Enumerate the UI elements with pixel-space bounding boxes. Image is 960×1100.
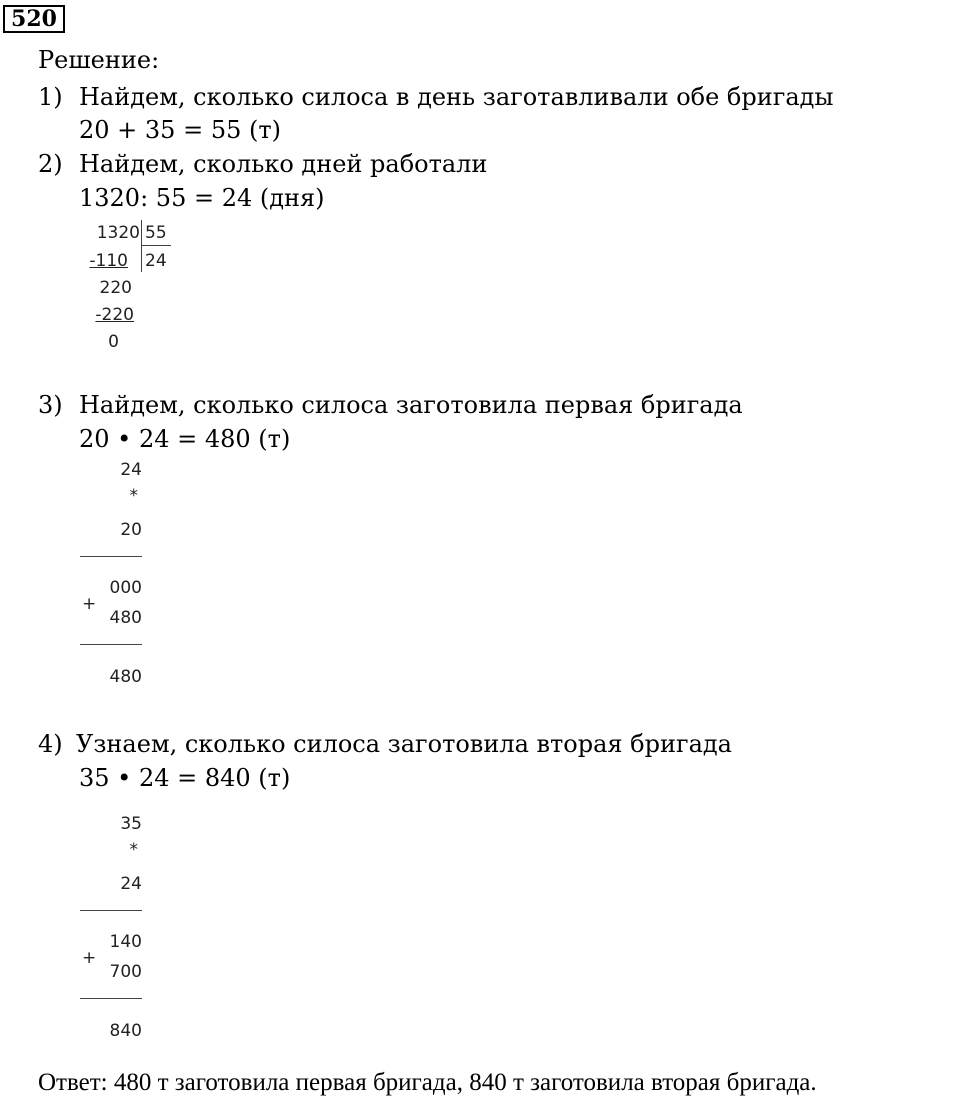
division-vertical-bar [141,220,142,272]
problem-number: 520 [3,5,65,33]
mult1-partial-2: 480 [109,608,142,628]
division-divisor-underline [141,245,171,246]
step-1-title: Найдем, сколько силоса в день заготавливали обе бригады [79,83,834,111]
step-2-expression: 1320: 55 = 24 (дня) [79,184,325,212]
division-subtract-2: -220 [95,305,134,325]
step-4-number: 4) [38,730,63,758]
mult1-bottom-factor: 20 [120,520,142,540]
step-2-number: 2) [38,150,63,178]
division-subtract-1: -110 [89,251,128,271]
mult2-result: 840 [109,1021,142,1041]
mult1-top-factor: 24 [120,460,142,480]
step-3-number: 3) [38,391,63,419]
division-quotient: 24 [145,251,167,271]
mult1-line-2 [80,644,142,645]
mult2-operator: * [129,840,138,860]
division-divisor: 55 [145,223,167,243]
step-4-expression: 35 • 24 = 840 (т) [79,764,291,792]
mult2-bottom-factor: 24 [120,874,142,894]
step-1-number: 1) [38,83,63,111]
step-4-title: Узнаем, сколько силоса заготовила вторая бригада [76,730,732,758]
mult2-top-factor: 35 [120,814,142,834]
division-remainder-2: 0 [108,332,119,352]
mult2-line-1 [80,910,142,911]
step-3-title: Найдем, сколько силоса заготовила первая бригада [79,391,743,419]
mult2-partial-2: 700 [109,962,142,982]
division-dividend: 1320 [96,223,140,243]
mult2-partial-1: 140 [109,932,142,952]
step-3-expression: 20 • 24 = 480 (т) [79,425,291,453]
mult1-partial-1: 000 [109,578,142,598]
solution-label: Решение: [38,46,160,74]
step-2-title: Найдем, сколько дней работали [79,150,488,178]
mult2-line-2 [80,998,142,999]
mult1-result: 480 [109,667,142,687]
step-1-expression: 20 + 35 = 55 (т) [79,116,281,144]
mult1-operator: * [129,486,138,506]
mult2-plus: + [82,948,97,968]
mult1-plus: + [82,594,97,614]
mult1-line-1 [80,556,142,557]
division-remainder-1: 220 [99,278,132,298]
answer-text: Ответ: 480 т заготовила первая бригада, 840 т заготовила вторая бригада. [38,1069,817,1096]
